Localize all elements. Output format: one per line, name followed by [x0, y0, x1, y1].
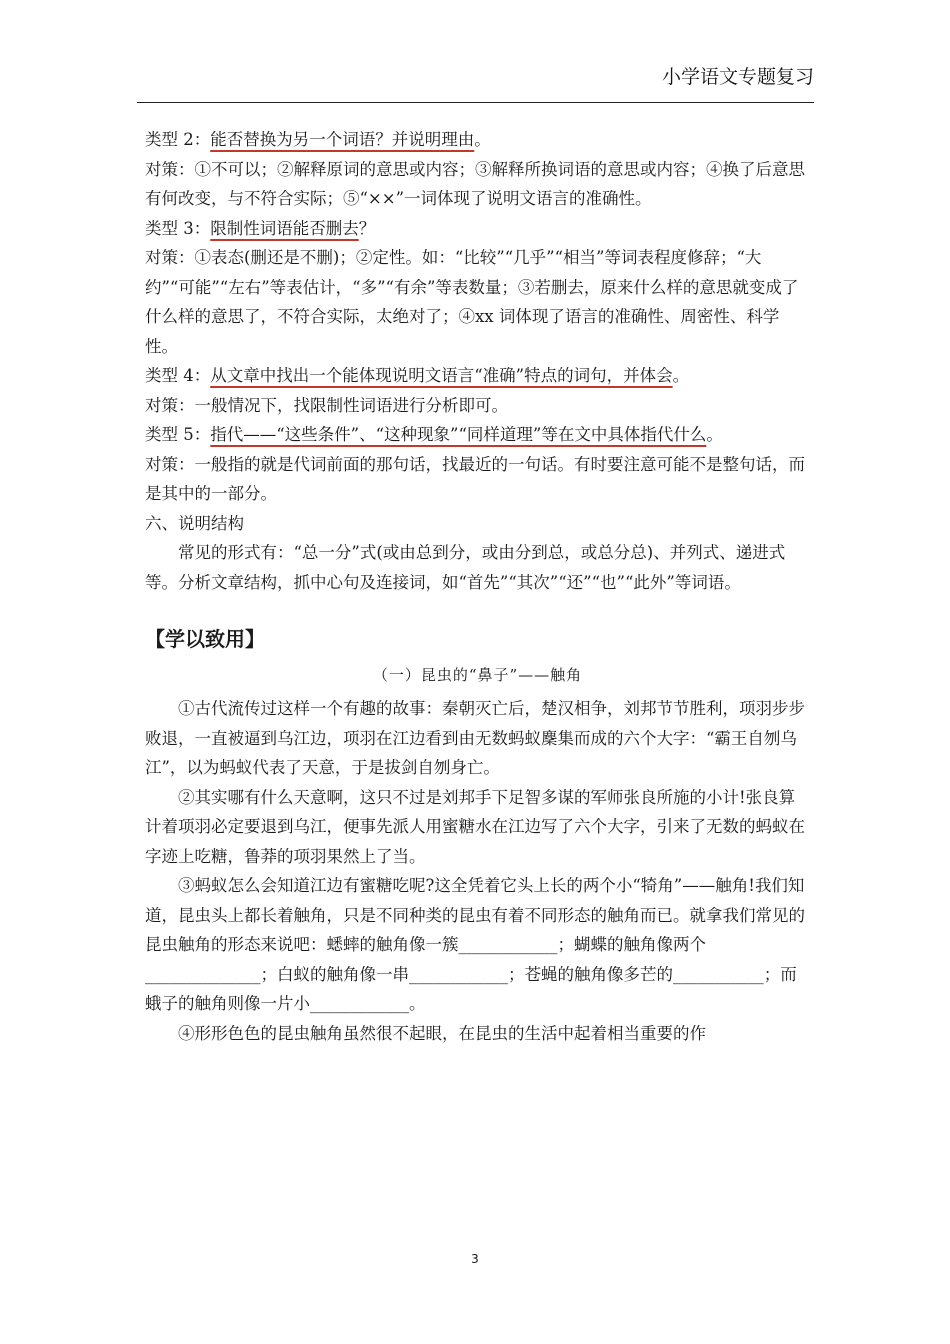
fill-blank-1[interactable]: ____________	[458, 935, 558, 954]
type3-strategy: 对策：①表态(删还是不删)；②定性。如：“比较”“几乎”“相当”等词表程度修辞；“大约”“可能”“左右”等表估计，“多”“有余”等表数量；③若删去，原来什么样的意思就变成了什么样的意思了，不符合实际，太绝对了；④xx 词体现了语言的准确性、周密性、科学性。	[145, 248, 799, 356]
article-paragraph-4: ④形形色色的昆虫触角虽然很不起眼，在昆虫的生活中起着相当重要的作	[178, 1023, 706, 1043]
type2-question: 类型 2：能否替换为另一个词语？并说明理由。	[145, 130, 491, 149]
fill-blank-3[interactable]: ____________	[409, 964, 508, 984]
article-paragraph-3: ③蚂蚁怎么会知道江边有蜜糖吃呢?这全凭着它头上长的两个小“犄角”——触角!我们知道，昆虫头上都长着触角，只是不同种类的昆虫有着不同形态的触角而已。就拿我们常见的昆虫触角的形态来说吧：蟋蟀的触角像一簇____________；蝴蝶的触角像两个______________；白蚁的触角像一串____________；苍蝇的触角像多芒的___________；而蛾子的触角则像一片小____________。	[145, 876, 805, 1013]
type5-strategy: 对策：一般指的就是代词前面的那句话，找最近的一句话。有时要注意可能不是整句话，而是其中的一部分。	[145, 454, 805, 503]
practice-heading: 【学以致用】	[145, 627, 265, 651]
type5-underlined: 指代——“这些条件”、“这种现象”“同样道理”等在文中具体指代什么	[210, 425, 707, 444]
article-paragraph-1: ①古代流传过这样一个有趣的故事：秦朝灭亡后，楚汉相争，刘邦节节胜利，项羽步步败退，一直被逼到乌江边，项羽在江边看到由无数蚂蚁麇集而成的六个大字：“霸王自刎乌江”，以为蚂蚁代表了天意，于是拔剑自刎身亡。	[145, 699, 805, 777]
page-number: 3	[471, 1252, 479, 1266]
type3-question: 类型 3：限制性词语能否删去？	[145, 218, 376, 238]
type2-underlined: 能否替换为另一个词语？并说明理由	[210, 130, 475, 149]
fill-blank-4[interactable]: ___________	[673, 964, 764, 984]
section6-body: 常见的形式有：“总一分”式(或由总到分，或由分到总，或总分总)、并列式、递进式等。分析文章结构，抓中心句及连接词，如“首先”“其次”“还”“也”“此外”等词语。	[145, 543, 786, 592]
article-title: （一）昆虫的“鼻子”——触角	[372, 665, 583, 684]
document-body	[145, 125, 810, 1048]
fill-blank-5[interactable]: ____________	[310, 994, 409, 1013]
type4-question: 类型 4：从文章中找出一个能体现说明文语言“准确”特点的词句，并体会。	[145, 366, 690, 385]
fill-blank-2[interactable]: ______________	[145, 964, 261, 984]
article-paragraph-2: ②其实哪有什么天意啊，这只不过是刘邦手下足智多谋的军师张良所施的小计!张良算计着项羽必定要退到乌江，便事先派人用蜜糖水在江边写了六个大字，引来了无数的蚂蚁在字迹上吃糖，鲁莽的项羽果然上了当。	[145, 787, 805, 866]
header-rule	[137, 102, 814, 103]
type2-strategy: 对策：①不可以；②解释原词的意思或内容；③解释所换词语的意思或内容；④换了后意思有何改变，与不符合实际；⑤“××”一词体现了说明文语言的准确性。	[145, 159, 805, 208]
type4-strategy: 对策：一般情况下，找限制性词语进行分析即可。	[145, 395, 508, 415]
header-title: 小学语文专题复习	[661, 66, 814, 88]
type4-underlined: 从文章中找出一个能体现说明文语言“准确”特点的词句，并体会	[210, 366, 673, 385]
type3-underlined: 限制性词语能否删去	[210, 218, 359, 238]
section6-heading: 六、说明结构	[145, 513, 244, 533]
type5-question: 类型 5：指代——“这些条件”、“这种现象”“同样道理”等在文中具体指代什么。	[145, 425, 723, 444]
